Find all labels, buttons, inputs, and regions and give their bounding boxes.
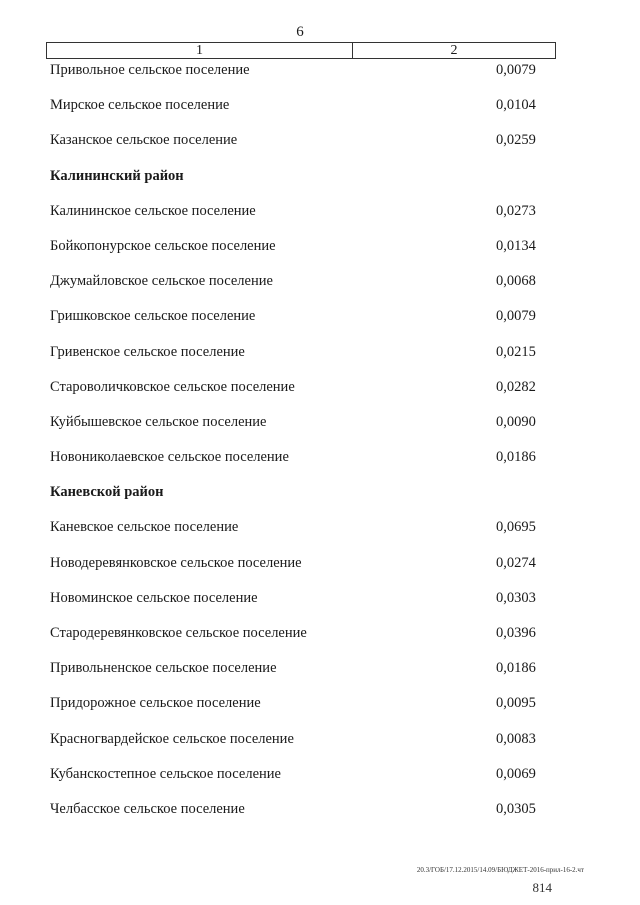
page-number: 6 xyxy=(296,24,304,40)
settlement-table xyxy=(50,58,556,832)
sheet-number: 814 xyxy=(532,880,552,895)
settlement-name: Кубанскостепное сельское поселение xyxy=(50,765,281,782)
settlement-value: 0,0282 xyxy=(496,378,536,395)
settlement-name: Стародеревянковское сельское поселение xyxy=(50,625,307,641)
settlement-value: 0,0083 xyxy=(496,730,536,747)
settlement-value: 0,0068 xyxy=(496,273,536,290)
table-row xyxy=(50,515,556,550)
table-row xyxy=(50,656,556,691)
settlement-value: 0,0079 xyxy=(496,62,536,78)
settlement-name: Гришковское сельское поселение xyxy=(50,308,256,325)
table-row xyxy=(50,586,556,621)
district-name: Калининский район xyxy=(50,167,184,184)
settlement-name: Красногвардейское сельское поселение xyxy=(50,730,294,747)
settlement-value: 0,0186 xyxy=(496,449,536,466)
settlement-value: 0,0273 xyxy=(496,202,536,219)
document-footer-code: 20.3/ГОБ/17.12.2015/14.09/БЮДЖЕТ-2016-прил-16-2.чт xyxy=(416,866,584,874)
settlement-name: Казанское сельское поселение xyxy=(50,132,238,149)
table-row xyxy=(50,304,556,339)
settlement-value: 0,0396 xyxy=(496,625,536,641)
settlement-value: 0,0215 xyxy=(496,343,536,360)
table-row xyxy=(50,58,556,93)
settlement-value: 0,0090 xyxy=(496,413,536,430)
settlement-value: 0,0303 xyxy=(496,589,536,606)
table-row xyxy=(50,128,556,163)
settlement-value: 0,0134 xyxy=(496,237,536,254)
settlement-value: 0,0259 xyxy=(496,132,536,149)
table-row xyxy=(50,234,556,269)
table-row xyxy=(50,375,556,410)
settlement-name: Каневское сельское поселение xyxy=(50,519,239,536)
settlement-value: 0,0305 xyxy=(496,800,536,817)
table-row xyxy=(50,269,556,304)
settlement-name: Мирское сельское поселение xyxy=(50,97,230,114)
settlement-value: 0,0095 xyxy=(496,695,536,712)
settlement-value: 0,0104 xyxy=(496,97,536,114)
table-row xyxy=(50,410,556,445)
table-row xyxy=(50,727,556,762)
table-row xyxy=(50,621,556,656)
column-header-2: 2 xyxy=(450,43,458,58)
settlement-name: Привольненское сельское поселение xyxy=(50,660,277,677)
district-heading-row xyxy=(50,164,556,199)
table-header xyxy=(46,42,556,59)
settlement-value: 0,0274 xyxy=(496,554,536,571)
table-row xyxy=(50,691,556,726)
settlement-value: 0,0695 xyxy=(496,519,536,536)
settlement-name: Привольное сельское поселение xyxy=(50,62,250,78)
district-name: Каневской район xyxy=(50,484,164,501)
table-row xyxy=(50,93,556,128)
table-row xyxy=(50,340,556,375)
settlement-value: 0,0079 xyxy=(496,308,536,325)
settlement-name: Придорожное сельское поселение xyxy=(50,695,261,712)
settlement-name: Новодеревянковское сельское поселение xyxy=(50,554,302,571)
settlement-value: 0,0186 xyxy=(496,660,536,677)
district-heading-row xyxy=(50,480,556,515)
settlement-name: Джумайловское сельское поселение xyxy=(50,273,273,290)
settlement-name: Новоминское сельское поселение xyxy=(50,589,258,606)
table-row xyxy=(50,445,556,480)
table-row xyxy=(50,551,556,586)
settlement-name: Бойкопонурское сельское поселение xyxy=(50,237,276,254)
settlement-name: Гривенское сельское поселение xyxy=(50,343,245,360)
settlement-value: 0,0069 xyxy=(496,765,536,782)
column-header-1: 1 xyxy=(47,43,353,58)
settlement-name: Челбасское сельское поселение xyxy=(50,800,245,817)
settlement-name: Новониколаевское сельское поселение xyxy=(50,449,289,466)
table-row xyxy=(50,762,556,797)
settlement-name: Староволичковское сельское поселение xyxy=(50,378,295,395)
table-row xyxy=(50,797,556,832)
settlement-name: Калининское сельское поселение xyxy=(50,202,256,219)
table-row xyxy=(50,199,556,234)
settlement-name: Куйбышевское сельское поселение xyxy=(50,413,267,430)
